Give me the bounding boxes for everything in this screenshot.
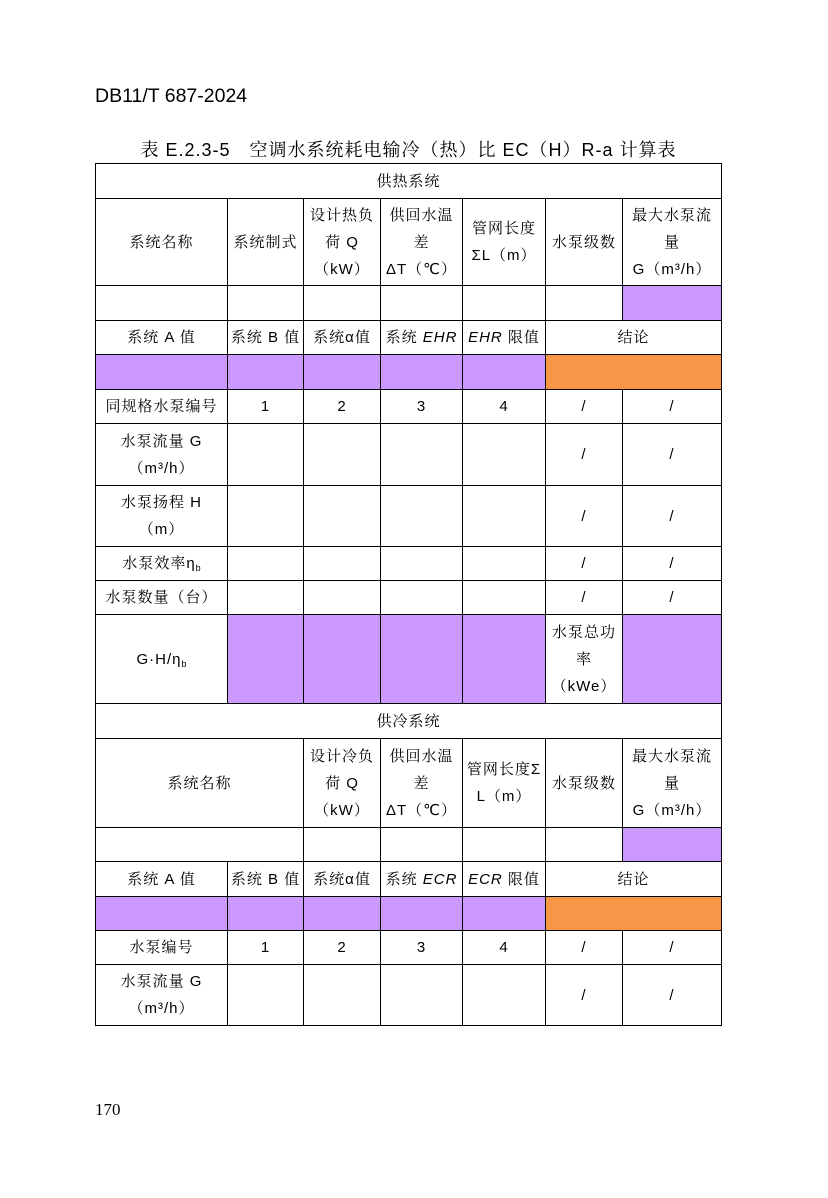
cooling-pipe-length-cell — [463, 828, 546, 862]
heating-header-design-load: 设计热负 荷 Q （kW） — [304, 199, 381, 286]
cooling-header-conclusion: 结论 — [546, 862, 722, 897]
heating-pump-count-1 — [228, 581, 304, 615]
heating-pump-head-3 — [381, 486, 463, 547]
heating-pump-head-4 — [463, 486, 546, 547]
heating-gh-ratio-subscript: b — [181, 658, 187, 669]
heating-pump-efficiency-na-1: / — [546, 547, 623, 581]
heating-pump-id-4: 4 — [463, 390, 546, 424]
heating-alpha-value-cell — [304, 355, 381, 390]
cooling-pump-id-4: 4 — [463, 931, 546, 965]
cooling-pump-stages-cell — [546, 828, 623, 862]
cooling-pump-id-label: 水泵编号 — [96, 931, 228, 965]
heating-gh-ratio-label — [96, 615, 228, 704]
heating-pump-count-4 — [463, 581, 546, 615]
heating-header-a-value: 系统 A 值 — [96, 321, 228, 355]
heating-gh-ratio-3 — [381, 615, 463, 704]
heating-pipe-length-cell — [463, 286, 546, 321]
heating-pump-count-3 — [381, 581, 463, 615]
heating-ehr-limit-cell — [463, 355, 546, 390]
heating-pump-efficiency-3 — [381, 547, 463, 581]
heating-pump-head-label: 水泵扬程 H （m） — [96, 486, 228, 547]
heating-header-ehr-limit — [463, 321, 546, 355]
cooling-pump-id-2: 2 — [304, 931, 381, 965]
heating-a-value-cell — [96, 355, 228, 390]
cooling-pump-flow-na-2: / — [623, 965, 722, 1026]
heating-design-load-cell — [304, 286, 381, 321]
cooling-header-system-name: 系统名称 — [96, 739, 304, 828]
heating-header-pump-stages: 水泵级数 — [546, 199, 623, 286]
cooling-pump-flow-4 — [463, 965, 546, 1026]
heating-pump-id-na-1: / — [546, 390, 623, 424]
heating-conclusion-cell — [546, 355, 722, 390]
heating-pump-efficiency-subscript: b — [195, 563, 201, 573]
heating-header-b-value: 系统 B 值 — [228, 321, 304, 355]
cooling-header-pump-stages: 水泵级数 — [546, 739, 623, 828]
heating-pump-efficiency-na-2: / — [623, 547, 722, 581]
heating-pump-id-label: 同规格水泵编号 — [96, 390, 228, 424]
cooling-header-design-load: 设计冷负 荷 Q （kW） — [304, 739, 381, 828]
heating-pump-flow-3 — [381, 424, 463, 486]
heating-header-system-name: 系统名称 — [96, 199, 228, 286]
cooling-header-max-pump-flow: 最大水泵流 量 G（m³/h） — [623, 739, 722, 828]
heating-pump-flow-label: 水泵流量 G （m³/h） — [96, 424, 228, 486]
heating-header-temp-diff: 供回水温 差 ΔT（℃） — [381, 199, 463, 286]
heating-pump-flow-2 — [304, 424, 381, 486]
heating-ehr-name: EHR — [422, 329, 458, 346]
heating-pump-head-na-1: / — [546, 486, 623, 547]
heating-pump-flow-na-1: / — [546, 424, 623, 486]
heating-header-pipe-length: 管网长度 ΣL（m） — [463, 199, 546, 286]
heating-pump-efficiency-label — [96, 547, 228, 581]
cooling-max-pump-flow-cell — [623, 828, 722, 862]
calculation-table — [95, 163, 722, 1026]
heating-max-pump-flow-cell — [623, 286, 722, 321]
cooling-pump-flow-3 — [381, 965, 463, 1026]
heating-total-power-cell — [623, 615, 722, 704]
heating-pump-flow-4 — [463, 424, 546, 486]
heating-pump-head-2 — [304, 486, 381, 547]
cooling-ecr-name: ECR — [422, 870, 458, 888]
heating-system-type-cell — [228, 286, 304, 321]
cooling-header-temp-diff: 供回水温 差 ΔT（℃） — [381, 739, 463, 828]
heating-pump-count-2 — [304, 581, 381, 615]
heating-pump-head-na-2: / — [623, 486, 722, 547]
heating-pump-flow-na-2: / — [623, 424, 722, 486]
cooling-design-load-cell — [304, 828, 381, 862]
cooling-alpha-value-cell — [304, 897, 381, 931]
heating-pump-efficiency-2 — [304, 547, 381, 581]
heating-ehr-limit-suffix: 限值 — [502, 329, 540, 346]
cooling-pump-id-1: 1 — [228, 931, 304, 965]
cooling-ecr-limit-cell — [463, 897, 546, 931]
heating-ehr-prefix: 系统 — [385, 329, 423, 346]
heating-total-power-label: 水泵总功 率 （kWe） — [546, 615, 623, 704]
heating-gh-ratio-2 — [304, 615, 381, 704]
heating-ehr-limit-name: EHR — [468, 329, 503, 346]
cooling-conclusion-cell — [546, 897, 722, 931]
cooling-header-ecr-limit — [463, 862, 546, 897]
cooling-ecr-prefix: 系统 — [385, 870, 423, 888]
heating-ehr-cell — [381, 355, 463, 390]
cooling-pump-flow-na-1: / — [546, 965, 623, 1026]
cooling-ecr-limit-suffix: 限值 — [502, 870, 540, 888]
heating-pump-efficiency-text: 水泵效率η — [122, 555, 196, 572]
cooling-pump-flow-2 — [304, 965, 381, 1026]
cooling-temp-diff-cell — [381, 828, 463, 862]
heating-b-value-cell — [228, 355, 304, 390]
cooling-a-value-cell — [96, 897, 228, 931]
cooling-header-alpha-value: 系统α值 — [304, 862, 381, 897]
cooling-pump-flow-label: 水泵流量 G （m³/h） — [96, 965, 228, 1026]
heating-pump-id-1: 1 — [228, 390, 304, 424]
heating-header-ehr — [381, 321, 463, 355]
table-title: 表 E.2.3-5 空调水系统耗电输冷（热）比 EC（H）R-a 计算表 — [140, 140, 677, 160]
document-code: DB11/T 687-2024 — [95, 85, 248, 107]
heating-pump-stages-cell — [546, 286, 623, 321]
heating-header-conclusion: 结论 — [546, 321, 722, 355]
cooling-pump-id-na-1: / — [546, 931, 623, 965]
heating-section-title: 供热系统 — [96, 164, 722, 199]
cooling-header-b-value: 系统 B 值 — [228, 862, 304, 897]
heating-temp-diff-cell — [381, 286, 463, 321]
cooling-ecr-cell — [381, 897, 463, 931]
heating-pump-id-2: 2 — [304, 390, 381, 424]
heating-gh-ratio-1 — [228, 615, 304, 704]
cooling-pump-id-3: 3 — [381, 931, 463, 965]
heating-pump-count-na-1: / — [546, 581, 623, 615]
cooling-header-ecr — [381, 862, 463, 897]
heating-pump-efficiency-4 — [463, 547, 546, 581]
heating-header-alpha-value: 系统α值 — [304, 321, 381, 355]
heating-pump-flow-1 — [228, 424, 304, 486]
heating-pump-id-3: 3 — [381, 390, 463, 424]
heating-gh-ratio-text: G·H/η — [136, 650, 182, 668]
cooling-ecr-limit-name: ECR — [468, 870, 503, 888]
heating-pump-count-na-2: / — [623, 581, 722, 615]
heating-pump-count-label: 水泵数量（台） — [96, 581, 228, 615]
cooling-pump-id-na-2: / — [623, 931, 722, 965]
cooling-section-title: 供冷系统 — [96, 704, 722, 739]
cooling-pump-flow-1 — [228, 965, 304, 1026]
cooling-header-pipe-length: 管网长度Σ L（m） — [463, 739, 546, 828]
heating-header-system-type: 系统制式 — [228, 199, 304, 286]
heating-pump-head-1 — [228, 486, 304, 547]
heating-pump-id-na-2: / — [623, 390, 722, 424]
page-number: 170 — [95, 1100, 121, 1119]
heating-pump-efficiency-1 — [228, 547, 304, 581]
cooling-system-name-cell — [96, 828, 304, 862]
cooling-b-value-cell — [228, 897, 304, 931]
heating-system-name-cell — [96, 286, 228, 321]
cooling-header-a-value: 系统 A 值 — [96, 862, 228, 897]
heating-header-max-pump-flow: 最大水泵流 量 G（m³/h） — [623, 199, 722, 286]
heating-gh-ratio-4 — [463, 615, 546, 704]
